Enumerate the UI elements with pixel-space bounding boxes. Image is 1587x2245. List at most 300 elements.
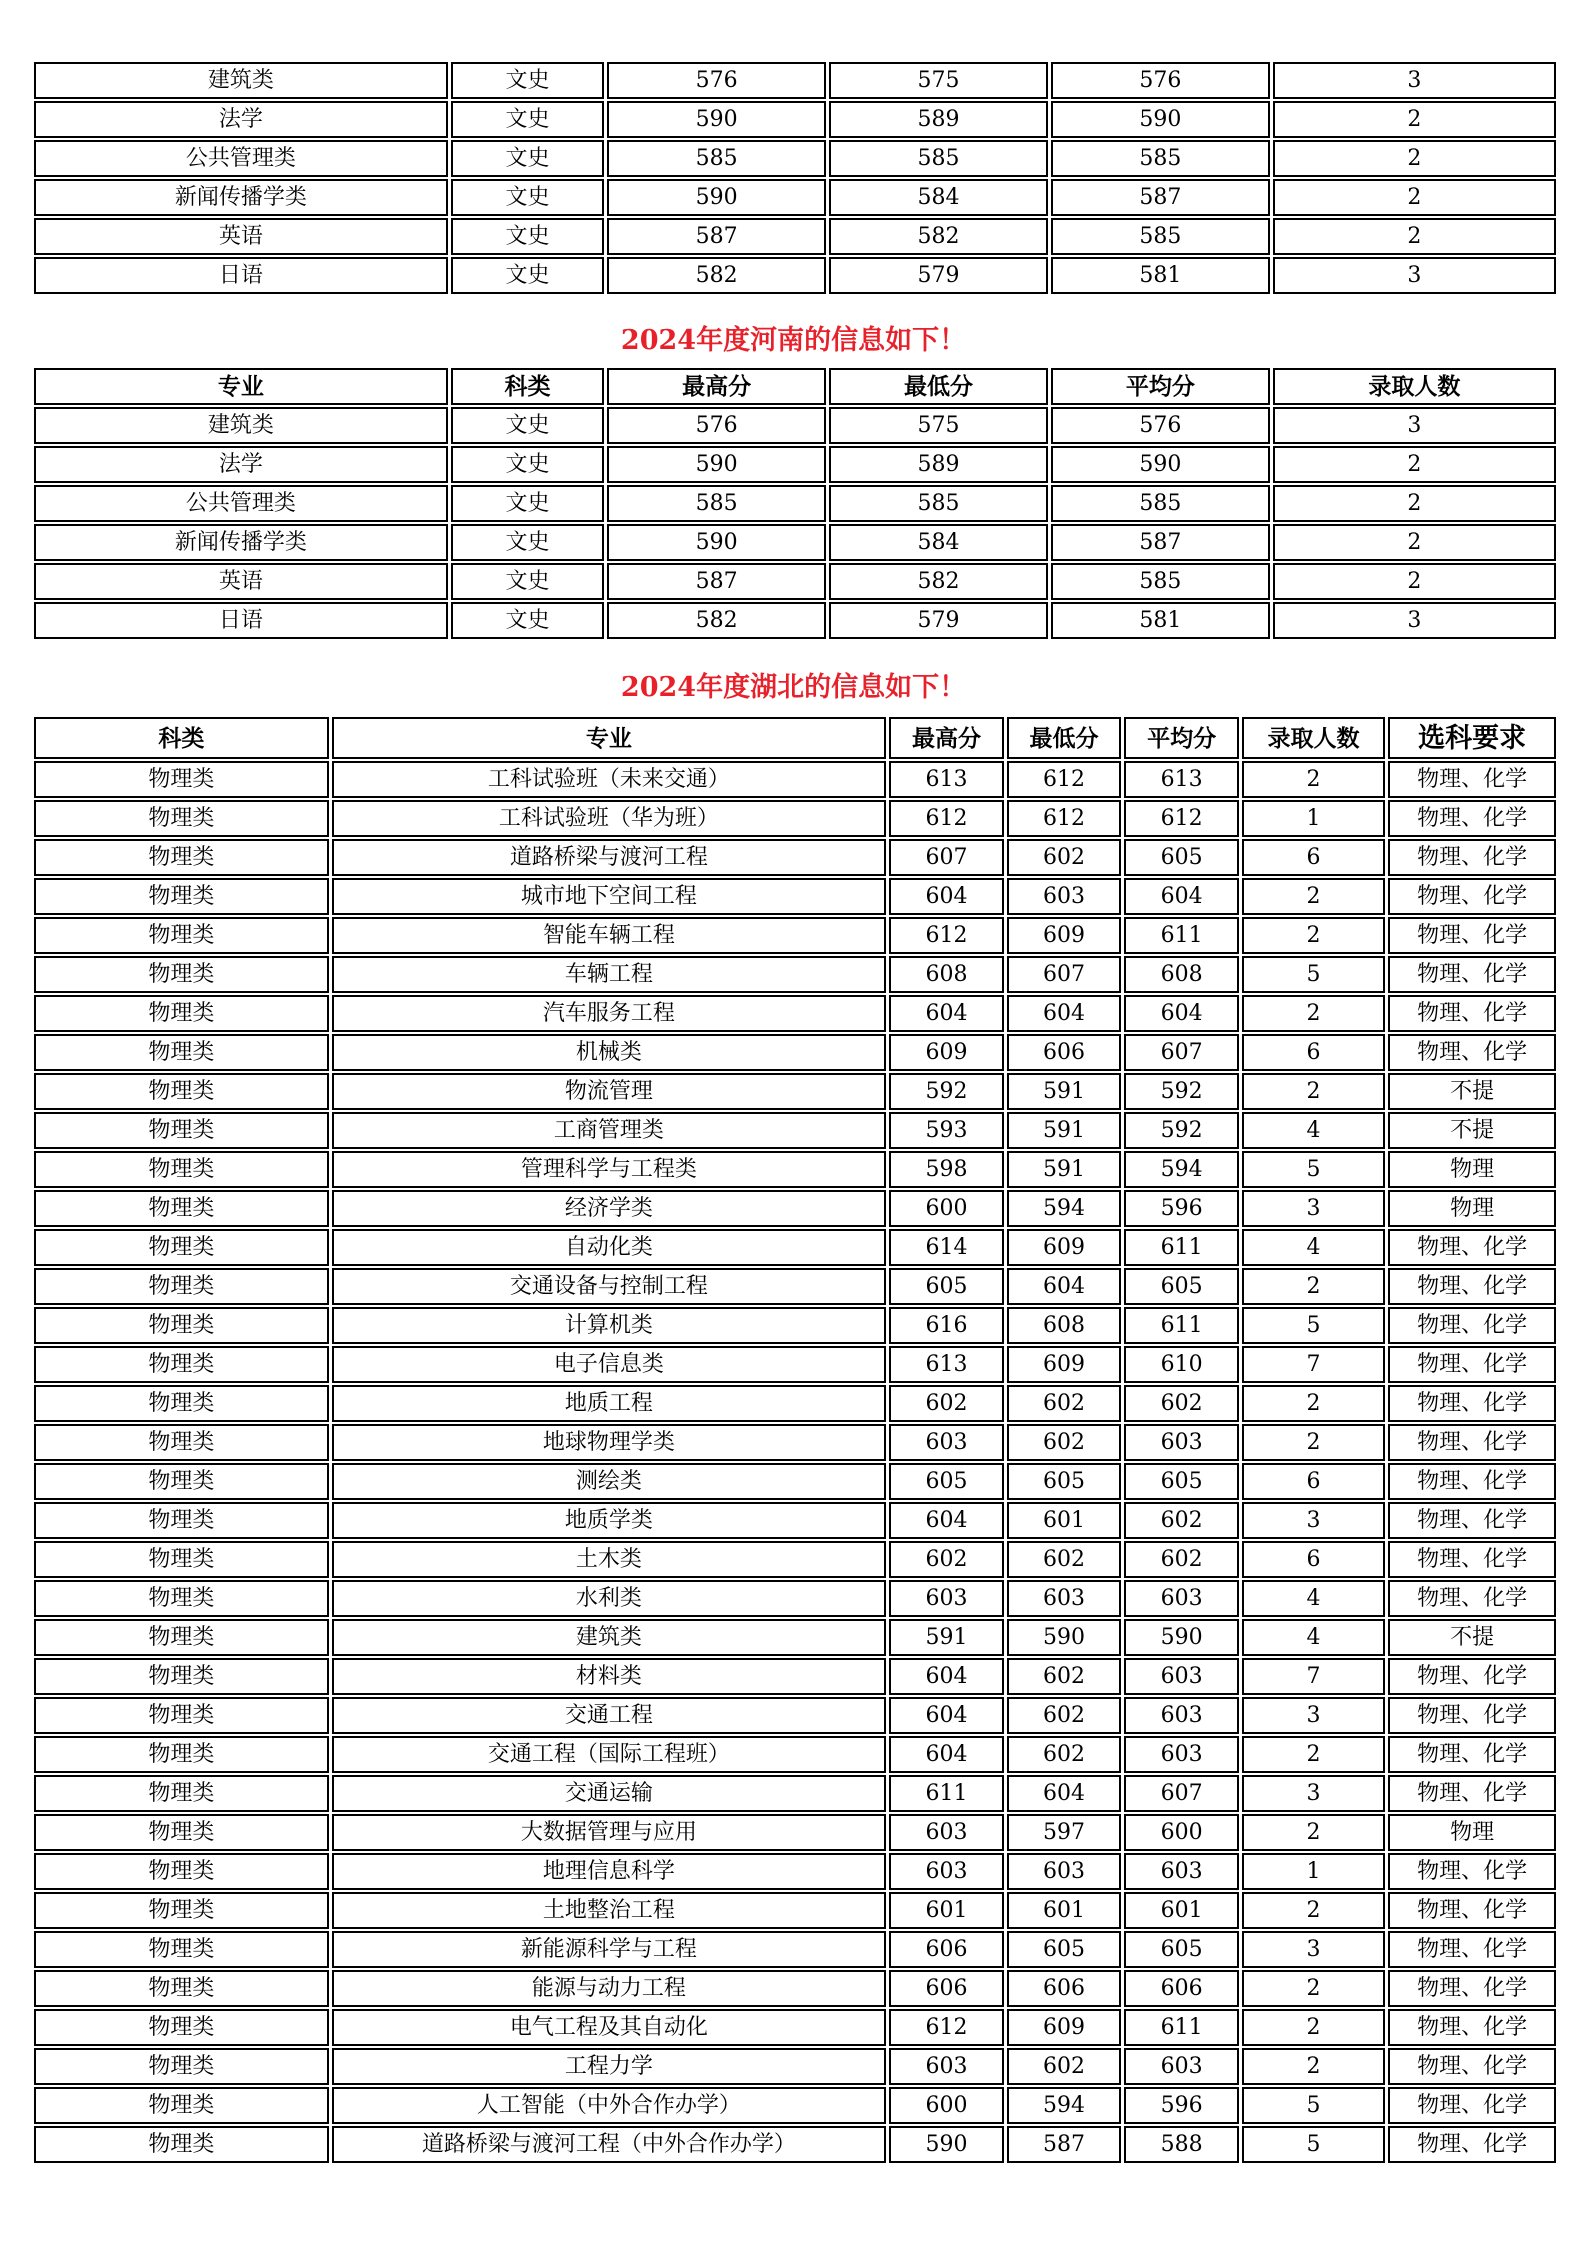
table-cell: 587 [1007, 2126, 1122, 2163]
table-cell: 611 [889, 1775, 1004, 1812]
table-cell: 2 [1242, 1424, 1385, 1461]
table-cell: 575 [829, 407, 1048, 444]
table-row [34, 917, 1556, 954]
table-cell: 585 [829, 140, 1048, 177]
table-cell: 602 [1124, 1541, 1239, 1578]
table-cell: 文史 [451, 140, 605, 177]
table-cell: 3 [1273, 407, 1556, 444]
table-cell: 物理类 [34, 1346, 329, 1383]
table-row [34, 446, 1556, 483]
table-cell: 575 [829, 62, 1048, 99]
table-cell: 工商管理类 [332, 1112, 887, 1149]
table-row [34, 1931, 1556, 1968]
table-cell: 591 [1007, 1112, 1122, 1149]
table-cell: 576 [1051, 62, 1270, 99]
table-cell: 文史 [451, 407, 605, 444]
table-cell: 582 [607, 602, 826, 639]
table-cell: 2 [1242, 1970, 1385, 2007]
table-cell: 593 [889, 1112, 1004, 1149]
table-row [34, 1697, 1556, 1734]
table-cell: 603 [1124, 1658, 1239, 1695]
table-row [34, 1736, 1556, 1773]
table-cell: 2 [1273, 563, 1556, 600]
table-cell: 物理类 [34, 1229, 329, 1266]
table-cell: 606 [1124, 1970, 1239, 2007]
table-row [34, 1190, 1556, 1227]
table-cell: 物理、化学 [1388, 1970, 1556, 2007]
table-cell: 文史 [451, 62, 605, 99]
table-cell: 604 [889, 1736, 1004, 1773]
table-cell: 2 [1242, 2048, 1385, 2085]
table-row [34, 1112, 1556, 1149]
table-cell: 电气工程及其自动化 [332, 2009, 887, 2046]
table-cell: 物理类 [34, 800, 329, 837]
table-cell: 工科试验班（华为班） [332, 800, 887, 837]
table-cell: 物理、化学 [1388, 995, 1556, 1032]
table-cell: 自动化类 [332, 1229, 887, 1266]
table-cell: 579 [829, 257, 1048, 294]
table-row [34, 839, 1556, 876]
table-cell: 日语 [34, 602, 448, 639]
table-cell: 585 [1051, 218, 1270, 255]
table-cell: 609 [1007, 2009, 1122, 2046]
table-cell: 汽车服务工程 [332, 995, 887, 1032]
table-cell: 物理类 [34, 1853, 329, 1890]
table-row [34, 2048, 1556, 2085]
table-cell: 物理类 [34, 1190, 329, 1227]
column-header: 最低分 [1007, 717, 1122, 759]
table-cell: 584 [829, 179, 1048, 216]
henan-section-title: 2024年度河南的信息如下！ [620, 325, 967, 356]
table-cell: 606 [889, 1970, 1004, 2007]
table-cell: 594 [1124, 1151, 1239, 1188]
table-cell: 物理类 [34, 1775, 329, 1812]
table-cell: 物理 [1388, 1190, 1556, 1227]
table-cell: 物理、化学 [1388, 800, 1556, 837]
table-cell: 603 [1007, 878, 1122, 915]
table-cell: 物理、化学 [1388, 1307, 1556, 1344]
table-cell: 道路桥梁与渡河工程 [332, 839, 887, 876]
table-cell: 6 [1242, 1541, 1385, 1578]
table-cell: 603 [889, 1814, 1004, 1851]
table-row [34, 1073, 1556, 1110]
table-cell: 2 [1242, 1736, 1385, 1773]
table-row [34, 1463, 1556, 1500]
table-cell: 车辆工程 [332, 956, 887, 993]
table-row [34, 2087, 1556, 2124]
table-cell: 物理类 [34, 1658, 329, 1695]
table-cell: 589 [829, 101, 1048, 138]
table-row [34, 1502, 1556, 1539]
table-cell: 612 [1007, 800, 1122, 837]
table-cell: 605 [1124, 839, 1239, 876]
table-cell: 612 [1007, 761, 1122, 798]
table-row [34, 1385, 1556, 1422]
table-row [34, 1970, 1556, 2007]
table-cell: 不提 [1388, 1619, 1556, 1656]
table-cell: 物理类 [34, 2009, 329, 2046]
table-row [34, 218, 1556, 255]
table-cell: 物理、化学 [1388, 1034, 1556, 1071]
table-cell: 2 [1273, 446, 1556, 483]
table-cell: 物理、化学 [1388, 1541, 1556, 1578]
table-cell: 602 [1007, 1385, 1122, 1422]
column-header: 平均分 [1051, 368, 1270, 405]
table-cell: 3 [1273, 62, 1556, 99]
table-row [34, 956, 1556, 993]
table-cell: 物理类 [34, 839, 329, 876]
table-cell: 物理类 [34, 995, 329, 1032]
table-row [34, 2009, 1556, 2046]
table-cell: 609 [1007, 917, 1122, 954]
table-cell: 公共管理类 [34, 140, 448, 177]
table-row [34, 485, 1556, 522]
table-cell: 584 [829, 524, 1048, 561]
table-cell: 法学 [34, 101, 448, 138]
table-cell: 土木类 [332, 1541, 887, 1578]
table-cell: 2 [1242, 995, 1385, 1032]
table-cell: 603 [1124, 1697, 1239, 1734]
table-cell: 603 [1124, 1736, 1239, 1773]
table-cell: 2 [1273, 485, 1556, 522]
table-cell: 588 [1124, 2126, 1239, 2163]
table-cell: 582 [607, 257, 826, 294]
table-cell: 611 [1124, 1229, 1239, 1266]
table-cell: 交通工程 [332, 1697, 887, 1734]
table-cell: 文史 [451, 101, 605, 138]
table-cell: 物理、化学 [1388, 1346, 1556, 1383]
table-cell: 612 [1124, 800, 1239, 837]
table-cell: 物理、化学 [1388, 1697, 1556, 1734]
table-cell: 605 [1007, 1463, 1122, 1500]
table-cell: 603 [889, 1580, 1004, 1617]
table-cell: 601 [1124, 1892, 1239, 1929]
table-cell: 602 [1007, 1658, 1122, 1695]
table-cell: 585 [1051, 140, 1270, 177]
table-cell: 物理 [1388, 1814, 1556, 1851]
table-cell: 603 [889, 2048, 1004, 2085]
table-cell: 物理类 [34, 1424, 329, 1461]
table-cell: 590 [607, 179, 826, 216]
table-cell: 物理类 [34, 1736, 329, 1773]
table-cell: 603 [1007, 1580, 1122, 1617]
table-cell: 电子信息类 [332, 1346, 887, 1383]
table-cell: 590 [607, 101, 826, 138]
table-cell: 物理类 [34, 1892, 329, 1929]
table-cell: 物理、化学 [1388, 2009, 1556, 2046]
table-cell: 604 [1124, 995, 1239, 1032]
table-header-row [34, 368, 1556, 405]
column-header: 科类 [451, 368, 605, 405]
table-cell: 607 [1007, 956, 1122, 993]
table-cell: 605 [889, 1463, 1004, 1500]
table-cell: 604 [1007, 1268, 1122, 1305]
table-cell: 道路桥梁与渡河工程（中外合作办学） [332, 2126, 887, 2163]
table-cell: 工程力学 [332, 2048, 887, 2085]
table-cell: 606 [1007, 1034, 1122, 1071]
table-cell: 物理、化学 [1388, 761, 1556, 798]
table-cell: 605 [1124, 1268, 1239, 1305]
table-cell: 日语 [34, 257, 448, 294]
table-cell: 601 [889, 1892, 1004, 1929]
table-row [34, 1424, 1556, 1461]
table-row [34, 1346, 1556, 1383]
table-cell: 602 [1007, 1424, 1122, 1461]
table-cell: 文史 [451, 602, 605, 639]
table-cell: 592 [889, 1073, 1004, 1110]
table-cell: 612 [889, 2009, 1004, 2046]
table-cell: 不提 [1388, 1112, 1556, 1149]
table-cell: 物理 [1388, 1151, 1556, 1188]
table-cell: 590 [1007, 1619, 1122, 1656]
table-cell: 物理类 [34, 2048, 329, 2085]
table-cell: 水利类 [332, 1580, 887, 1617]
table-cell: 6 [1242, 839, 1385, 876]
table-cell: 物理、化学 [1388, 1502, 1556, 1539]
table-row [34, 62, 1556, 99]
table-cell: 交通工程（国际工程班） [332, 1736, 887, 1773]
table-cell: 经济学类 [332, 1190, 887, 1227]
table-cell: 2 [1242, 1814, 1385, 1851]
table-cell: 587 [607, 218, 826, 255]
table-cell: 建筑类 [332, 1619, 887, 1656]
table-row [34, 1034, 1556, 1071]
table-cell: 2 [1273, 179, 1556, 216]
table-cell: 物理类 [34, 917, 329, 954]
table-cell: 物理、化学 [1388, 1268, 1556, 1305]
table-cell: 603 [889, 1424, 1004, 1461]
table-cell: 602 [1007, 1697, 1122, 1734]
table-cell: 4 [1242, 1580, 1385, 1617]
table-cell: 608 [889, 956, 1004, 993]
table-row [34, 1268, 1556, 1305]
table-cell: 5 [1242, 1307, 1385, 1344]
table-row [34, 1580, 1556, 1617]
table-cell: 591 [889, 1619, 1004, 1656]
table-cell: 2 [1273, 101, 1556, 138]
table-cell: 物理类 [34, 761, 329, 798]
table-cell: 物理类 [34, 1580, 329, 1617]
table-cell: 5 [1242, 956, 1385, 993]
table-cell: 614 [889, 1229, 1004, 1266]
table-cell: 608 [1007, 1307, 1122, 1344]
table-cell: 606 [889, 1931, 1004, 1968]
table-cell: 文史 [451, 563, 605, 600]
table-cell: 604 [889, 878, 1004, 915]
table-cell: 物理类 [34, 1970, 329, 2007]
table-cell: 物理类 [34, 1307, 329, 1344]
table-cell: 592 [1124, 1112, 1239, 1149]
table-cell: 5 [1242, 1151, 1385, 1188]
table-cell: 587 [607, 563, 826, 600]
table-cell: 物理类 [34, 1073, 329, 1110]
column-header: 专业 [332, 717, 887, 759]
table-cell: 2 [1273, 140, 1556, 177]
column-header: 专业 [34, 368, 448, 405]
table-cell: 物理类 [34, 1814, 329, 1851]
table-cell: 607 [1124, 1034, 1239, 1071]
table-row [34, 602, 1556, 639]
table-cell: 交通设备与控制工程 [332, 1268, 887, 1305]
table-cell: 4 [1242, 1619, 1385, 1656]
table-cell: 591 [1007, 1073, 1122, 1110]
table-cell: 材料类 [332, 1658, 887, 1695]
table-row [34, 101, 1556, 138]
table-cell: 7 [1242, 1658, 1385, 1695]
table-cell: 581 [1051, 257, 1270, 294]
table-cell: 600 [1124, 1814, 1239, 1851]
table-cell: 人工智能（中外合作办学） [332, 2087, 887, 2124]
table-cell: 管理科学与工程类 [332, 1151, 887, 1188]
table-cell: 579 [829, 602, 1048, 639]
table-cell: 601 [1007, 1892, 1122, 1929]
table-cell: 587 [1051, 524, 1270, 561]
table-cell: 2 [1242, 761, 1385, 798]
table-cell: 4 [1242, 1229, 1385, 1266]
table-cell: 611 [1124, 1307, 1239, 1344]
table-cell: 3 [1242, 1931, 1385, 1968]
table-cell: 3 [1242, 1190, 1385, 1227]
table-cell: 2 [1242, 1892, 1385, 1929]
table-cell: 596 [1124, 1190, 1239, 1227]
henan-admission-table [31, 366, 1559, 641]
table-cell: 613 [1124, 761, 1239, 798]
table-row [34, 140, 1556, 177]
table-cell: 1 [1242, 800, 1385, 837]
table-row [34, 2126, 1556, 2163]
table-row [34, 1307, 1556, 1344]
table-cell: 604 [889, 1502, 1004, 1539]
table-row [34, 563, 1556, 600]
hubei-section-title: 2024年度湖北的信息如下！ [620, 672, 967, 703]
table-cell: 609 [1007, 1229, 1122, 1266]
table-cell: 590 [607, 524, 826, 561]
table-row [34, 878, 1556, 915]
table-cell: 物理、化学 [1388, 1463, 1556, 1500]
table-cell: 3 [1242, 1697, 1385, 1734]
table-cell: 物理、化学 [1388, 2126, 1556, 2163]
table-cell: 物流管理 [332, 1073, 887, 1110]
table-row [34, 1229, 1556, 1266]
table-cell: 3 [1242, 1775, 1385, 1812]
table-cell: 590 [889, 2126, 1004, 2163]
table-cell: 594 [1007, 2087, 1122, 2124]
table-cell: 物理类 [34, 1931, 329, 1968]
table-cell: 物理类 [34, 1463, 329, 1500]
table-cell: 602 [1007, 1736, 1122, 1773]
table-cell: 物理、化学 [1388, 839, 1556, 876]
table-cell: 物理、化学 [1388, 2048, 1556, 2085]
table-row [34, 1658, 1556, 1695]
table-cell: 不提 [1388, 1073, 1556, 1110]
table-cell: 文史 [451, 485, 605, 522]
table-cell: 物理、化学 [1388, 1658, 1556, 1695]
table-cell: 新闻传播学类 [34, 524, 448, 561]
table-cell: 物理类 [34, 1034, 329, 1071]
table-cell: 物理、化学 [1388, 1580, 1556, 1617]
table-cell: 2 [1242, 917, 1385, 954]
table-cell: 611 [1124, 917, 1239, 954]
column-header: 最高分 [607, 368, 826, 405]
table-cell: 物理、化学 [1388, 1385, 1556, 1422]
table-cell: 4 [1242, 1112, 1385, 1149]
table-cell: 英语 [34, 218, 448, 255]
table-row [34, 1853, 1556, 1890]
table-cell: 602 [1124, 1385, 1239, 1422]
table-cell: 物理、化学 [1388, 917, 1556, 954]
table-cell: 大数据管理与应用 [332, 1814, 887, 1851]
table-cell: 英语 [34, 563, 448, 600]
table-cell: 610 [1124, 1346, 1239, 1383]
table-cell: 594 [1007, 1190, 1122, 1227]
table-row [34, 995, 1556, 1032]
table-cell: 585 [607, 485, 826, 522]
table-cell: 物理类 [34, 2087, 329, 2124]
table-row [34, 1892, 1556, 1929]
table-cell: 609 [889, 1034, 1004, 1071]
table-row [34, 407, 1556, 444]
table-cell: 589 [829, 446, 1048, 483]
table-row [34, 179, 1556, 216]
table-cell: 606 [1007, 1970, 1122, 2007]
table-cell: 591 [1007, 1151, 1122, 1188]
table-row [34, 257, 1556, 294]
table-cell: 585 [607, 140, 826, 177]
table-cell: 2 [1242, 1268, 1385, 1305]
table-row [34, 1541, 1556, 1578]
table-cell: 585 [829, 485, 1048, 522]
table-cell: 602 [889, 1385, 1004, 1422]
table-cell: 608 [1124, 956, 1239, 993]
table-cell: 602 [1007, 839, 1122, 876]
table-cell: 5 [1242, 2087, 1385, 2124]
table-row [34, 800, 1556, 837]
table-row [34, 1814, 1556, 1851]
table-row [34, 761, 1556, 798]
table-cell: 605 [1124, 1931, 1239, 1968]
column-header: 选科要求 [1388, 717, 1556, 759]
table-row [34, 524, 1556, 561]
table-cell: 工科试验班（未来交通） [332, 761, 887, 798]
table-cell: 604 [1124, 878, 1239, 915]
table-cell: 物理类 [34, 1268, 329, 1305]
hubei-admission-table [31, 715, 1559, 2165]
table-row [34, 1619, 1556, 1656]
table-cell: 物理类 [34, 1619, 329, 1656]
table-cell: 计算机类 [332, 1307, 887, 1344]
table-cell: 地质工程 [332, 1385, 887, 1422]
table-cell: 物理、化学 [1388, 1229, 1556, 1266]
table-cell: 582 [829, 563, 1048, 600]
table-cell: 613 [889, 761, 1004, 798]
table-cell: 590 [1051, 101, 1270, 138]
table-cell: 2 [1273, 524, 1556, 561]
table-cell: 596 [1124, 2087, 1239, 2124]
table-cell: 576 [1051, 407, 1270, 444]
table-cell: 5 [1242, 2126, 1385, 2163]
table-cell: 603 [1124, 2048, 1239, 2085]
table-cell: 576 [607, 62, 826, 99]
table-cell: 602 [1124, 1502, 1239, 1539]
table-cell: 600 [889, 1190, 1004, 1227]
table-cell: 576 [607, 407, 826, 444]
table-cell: 582 [829, 218, 1048, 255]
table-cell: 590 [1124, 1619, 1239, 1656]
table-cell: 585 [1051, 563, 1270, 600]
table-cell: 616 [889, 1307, 1004, 1344]
table-cell: 物理、化学 [1388, 1736, 1556, 1773]
table-cell: 7 [1242, 1346, 1385, 1383]
